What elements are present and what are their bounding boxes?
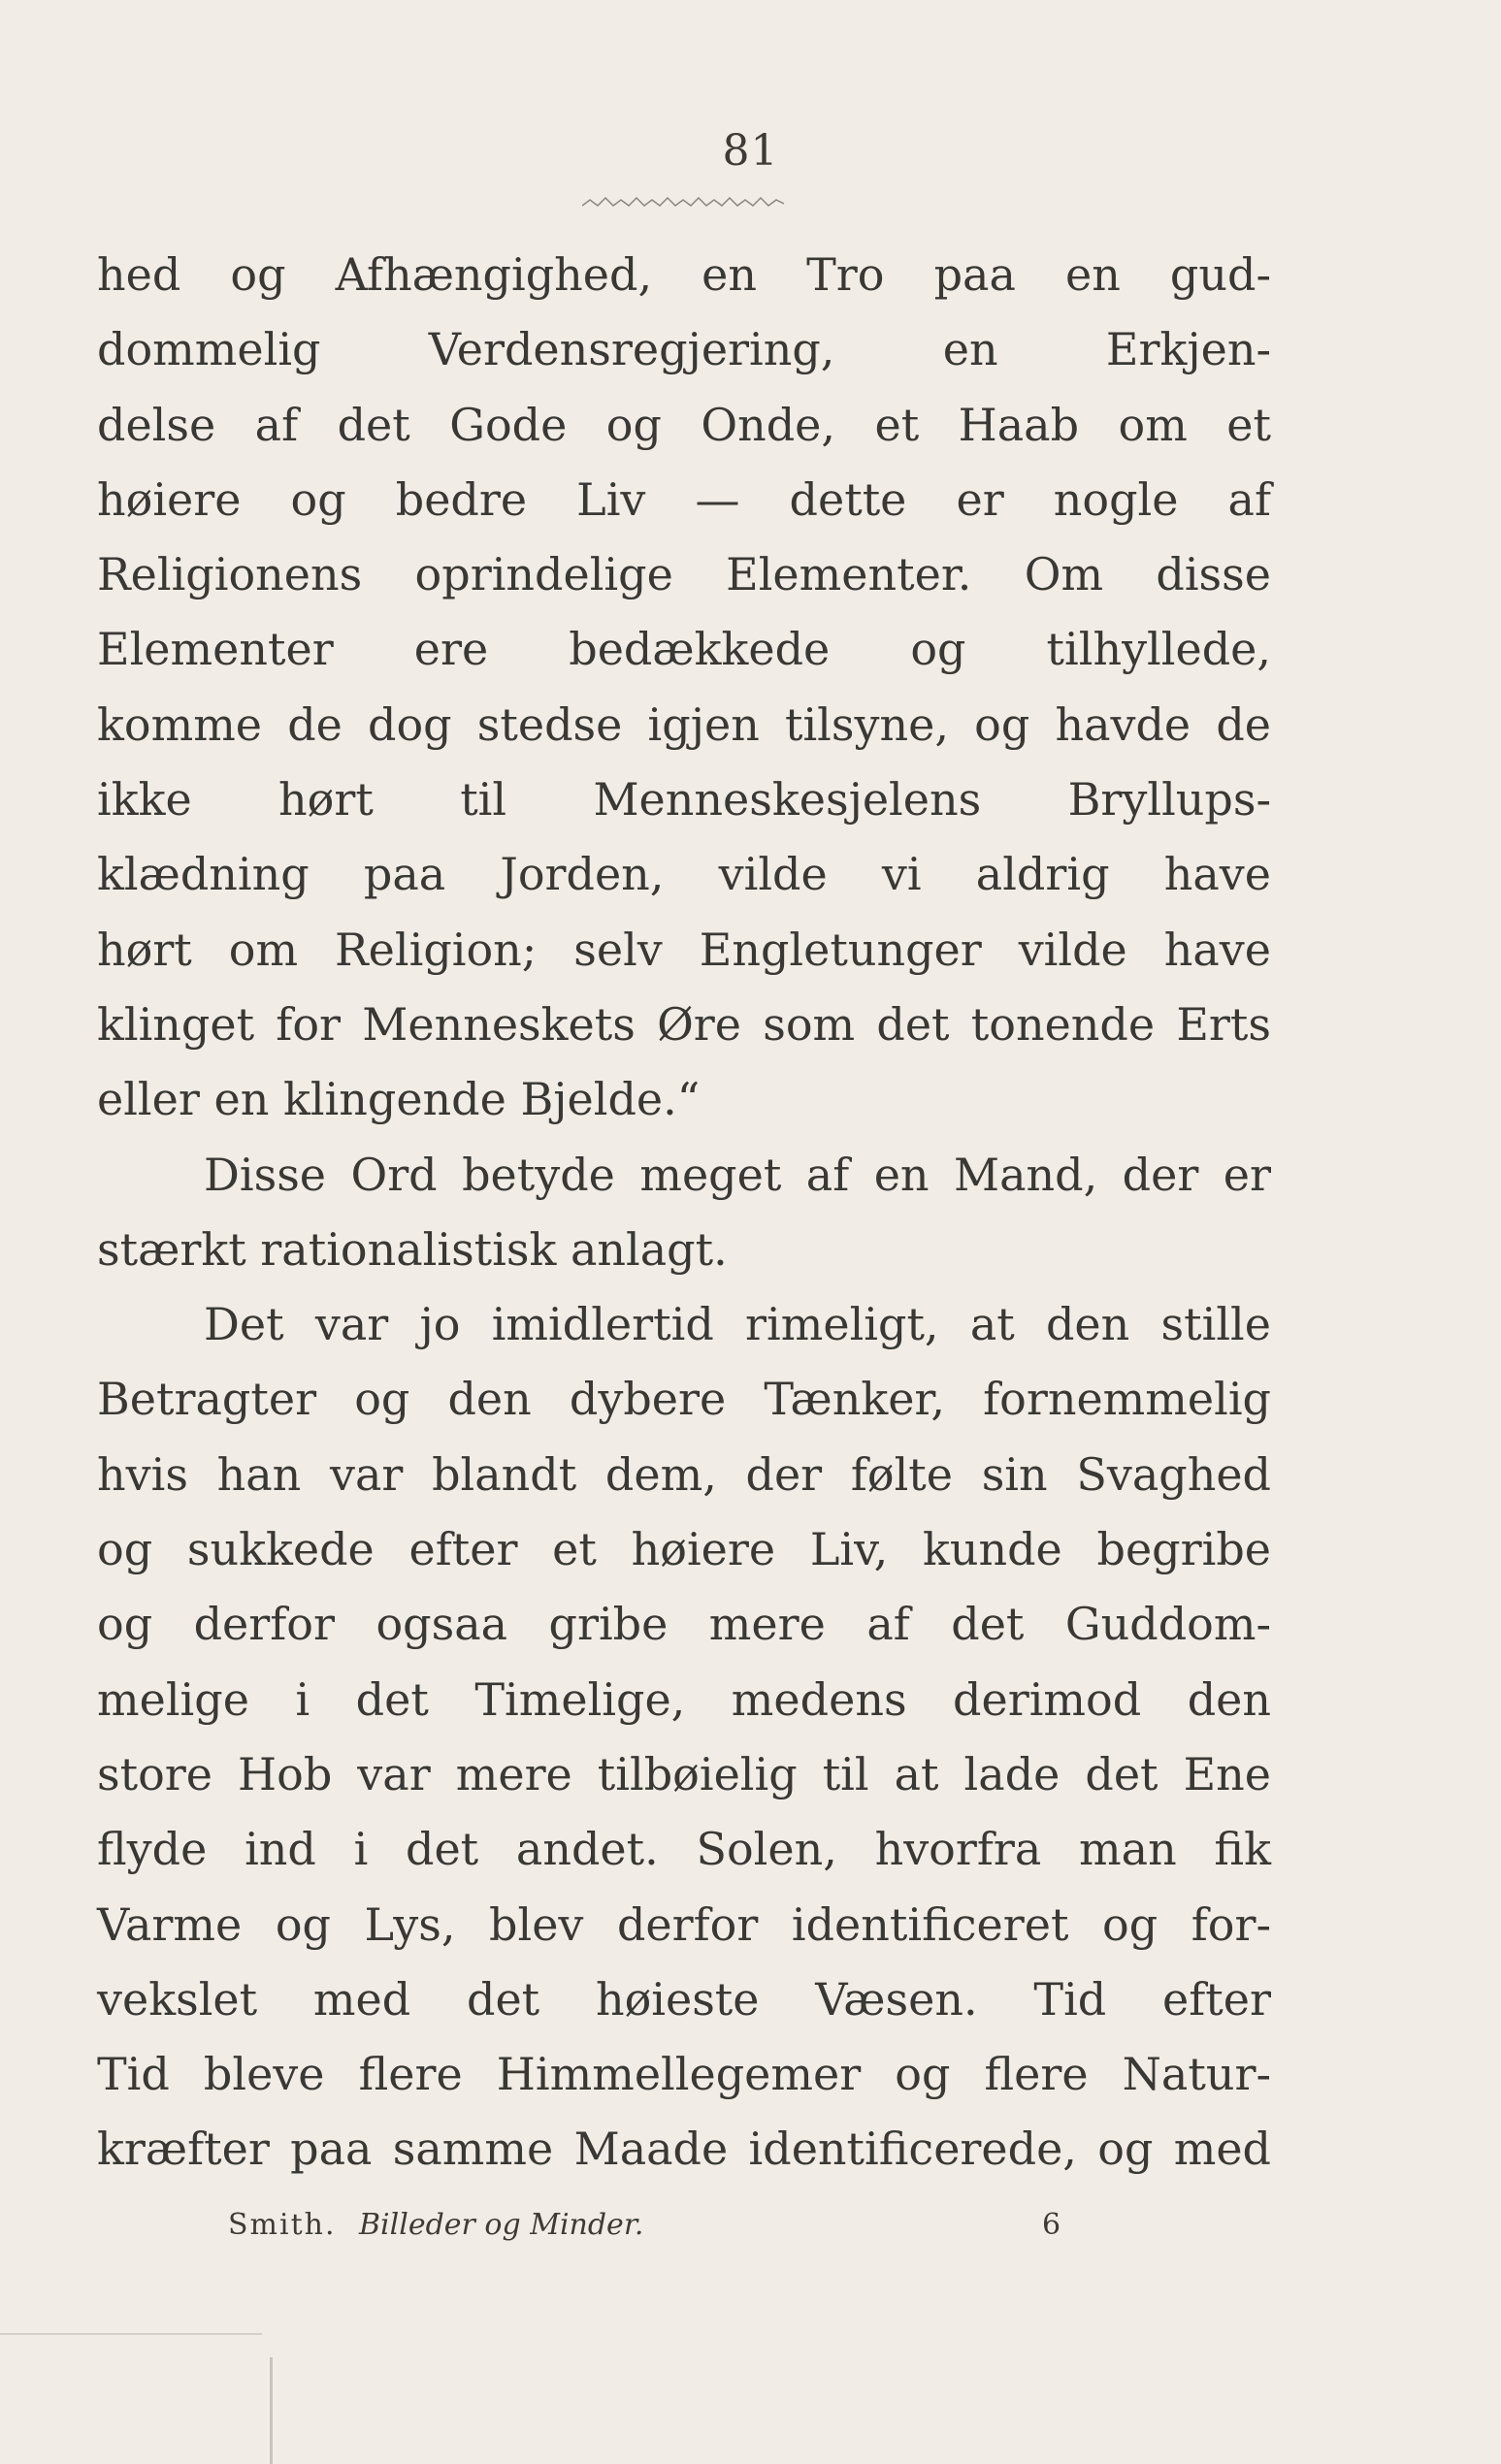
footer-author: Smith. [228, 2208, 337, 2242]
text-line: stærkt rationalistisk anlagt. [97, 1222, 728, 1276]
text-line: Disse Ord betyde meget af en Mand, der er [204, 1148, 1271, 1201]
text-line: eller en klingende Bjelde.“ [97, 1073, 701, 1126]
text-line: og derfor ogsaa gribe mere af det Guddom- [97, 1598, 1271, 1651]
text-line: melige i det Timelige, medens derimod den [97, 1672, 1271, 1726]
text-line: og sukkede efter et høiere Liv, kunde begribe [97, 1523, 1271, 1576]
page-number: 81 [722, 126, 779, 176]
footer-title: Billeder og Minder. [359, 2208, 644, 2242]
text-line: Religionens oprindelige Elementer. Om disse [97, 548, 1271, 601]
text-line: klædning paa Jorden, vilde vi aldrig have [97, 848, 1271, 901]
text-line: Varme og Lys, blev derfor identificeret og for- [97, 1897, 1271, 1951]
text-line: hed og Afhængighed, en Tro paa en gud- [97, 248, 1271, 301]
text-line: flyde ind i det andet. Solen, hvorfra man fik [97, 1823, 1271, 1876]
text-line: ikke hørt til Menneskesjelens Bryllups- [97, 773, 1271, 827]
body-text [97, 238, 1271, 2188]
text-line: hørt om Religion; selv Engletunger vilde have [97, 923, 1271, 976]
text-line: Betragter og den dybere Tænker, fornemmelig [97, 1373, 1271, 1426]
text-line: hvis han var blandt dem, der følte sin Svaghed [97, 1447, 1271, 1501]
text-line: vekslet med det høieste Væsen. Tid efter [97, 1972, 1271, 2026]
page-edge-line [0, 2333, 262, 2335]
text-line: delse af det Gode og Onde, et Haab om et [97, 398, 1271, 451]
text-line: klinget for Menneskets Øre som det tonende Erts [97, 997, 1271, 1051]
text-line: kræfter paa samme Maade identificerede, og med [97, 2123, 1271, 2176]
text-line: store Hob var mere tilbøielig til at lade det Ene [97, 1747, 1271, 1800]
text-line: Det var jo imidlertid rimeligt, at den stille [204, 1298, 1271, 1351]
text-line: Tid bleve flere Himmellegemer og flere Natur- [97, 2048, 1271, 2101]
ornament-rule [582, 192, 786, 210]
text-line: komme de dog stedse igjen tilsyne, og havde de [97, 697, 1271, 751]
fold-mark [270, 2357, 273, 2464]
text-line: dommelig Verdensregjering, en Erkjen- [97, 323, 1271, 376]
text-line: Elementer ere bedækkede og tilhyllede, [97, 623, 1271, 676]
text-line: høiere og bedre Liv — dette er nogle af [97, 472, 1271, 526]
signature-mark: 6 [1042, 2208, 1061, 2242]
